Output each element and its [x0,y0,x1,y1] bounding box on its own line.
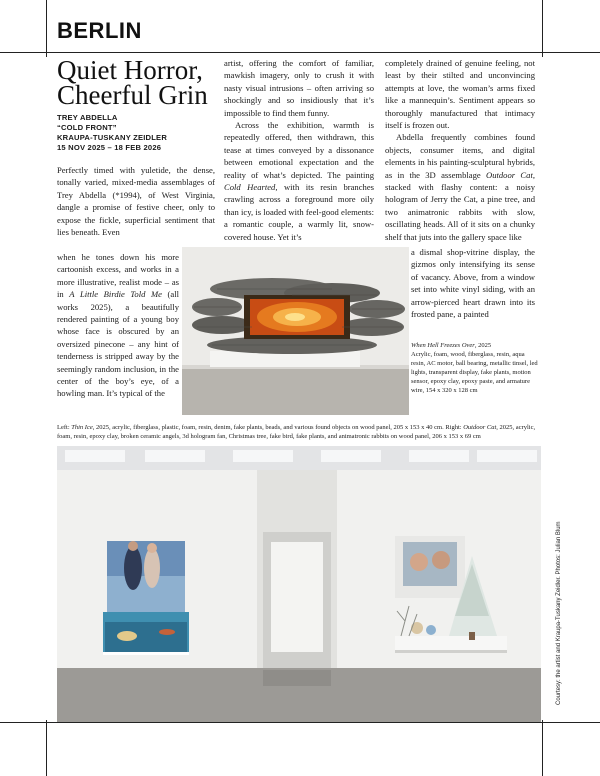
column-2 [224,57,374,243]
title-line: Cheerful Grin [57,80,208,110]
caption-title: When Hell Freezes Over, 2025 [411,342,492,349]
article-title [57,55,217,110]
frame-rule [542,720,543,776]
gallery-name: KRAUPA-TUSKANY ZEIDLER [57,133,168,142]
frame-rule [46,0,47,57]
paragraph: Perfectly timed with yuletide, the dense, tonally varied, mixed-media assemblages of Trey Abdella (*1994), of West Virginia, dangle a promise of festive cheer, only to expose the fickle, superficial sentiment that lies beneath. Even [57,165,215,238]
caption-bottom: Left: Thin Ice, 2025, acrylic, fiberglass, plastic, foam, resin, denim, fake plants, beads, and various found objects on wood panel, 205 x 153 x 40 cm. Right: Outdoor Cat, 2025, acrylic, foam, resin, epoxy clay, broken ceramic angels, 3d hologram fan, Christmas tree, fake bird, fake plants, and animatronic rabbits on wood panel, 206 x 153 x 69 cm [57,424,536,440]
frame-rule [0,722,600,723]
artwork-photo-fireplace [182,247,409,415]
gallery-installation-photo [57,446,541,722]
exhibition-meta [57,113,217,153]
show-title: “COLD FRONT” [57,123,117,132]
photo-credit: Courtesy: the artist and Kraupa-Tuskany Zeidler. Photos: Julian Blum [556,521,562,705]
column-3 [385,57,535,243]
column-3-wrap [411,246,535,320]
paragraph: a dismal shop-vitrine display, the gizmos only intensifying its sense of vacancy. Above, from a window set into white vinyl siding, with an arrow-pierced heart drawn into its frosted pane, a painted [411,247,535,320]
frame-rule [0,52,600,53]
section-heading: BERLIN [57,18,142,43]
paragraph: when he tones down his more cartoonish excess, and works in a more illustrative, realist mode – as in A Little Birdie Told Me (all works 2025), a beautifully rendered painting of a young boy whose face is obscured by an oversized pinecone – any hint of tenderness is stripped away by the seemingly random inclusion, in the center of the boy’s eye, of a howling man. It’s typical of the [57,252,180,399]
title-line: Quiet Horror, [57,55,203,85]
column-1-wrap [57,251,179,400]
paragraph: Abdella frequently combines found objects, consumer items, and digital elements in his painting-sculptural hybrids, as in the 3D assemblage Outdoor Cat, stacked with flashy content: a noisy hologram of Jerry the Cat, a pine tree, and two animatronic rabbits with slow, oscillating heads. All of it sits on a chunky shelf that juts into the gallery space like [385,132,535,242]
show-dates: 15 NOV 2025 – 18 FEB 2026 [57,143,162,152]
caption-top [411,341,539,395]
frame-rule [542,0,543,57]
frame-rule [46,720,47,776]
paragraph: completely drained of genuine feeling, not least by their stilted and unconvincing attempts at love, the woman’s arms fixed like a mannequin’s. Sentiment appears so thoroughly manufactured that intimacy itself is frozen out. [385,58,535,131]
paragraph: Across the exhibition, warmth is repeatedly offered, then withdrawn, this tease at times conveyed by a dissonance between emotional expectation and the reality of what’s depicted. The painting Cold Hearted, with its resin branches crawling across a foreground more oily than icy, is loaded with feel-good elements: a romantic couple, a warmly lit, snow-covered house. Yet it’s [224,120,374,242]
column-1-top [57,164,215,238]
paragraph: artist, offering the comfort of familiar, mawkish imagery, only to crush it with nasty visual intrusions – often arriving so shockingly and so insidiously that it’s impossible to find them funny. [224,58,374,118]
artist-name: TREY ABDELLA [57,113,118,122]
caption-details: Acrylic, foam, wood, fiberglass, resin, aqua resin, AC motor, ball bearing, metallic tinsel, led lights, transparent display, fake plants, motion sensor, epoxy clay, epoxy paste, and armature wire, 154 x 320 x 128 cm [411,351,538,394]
